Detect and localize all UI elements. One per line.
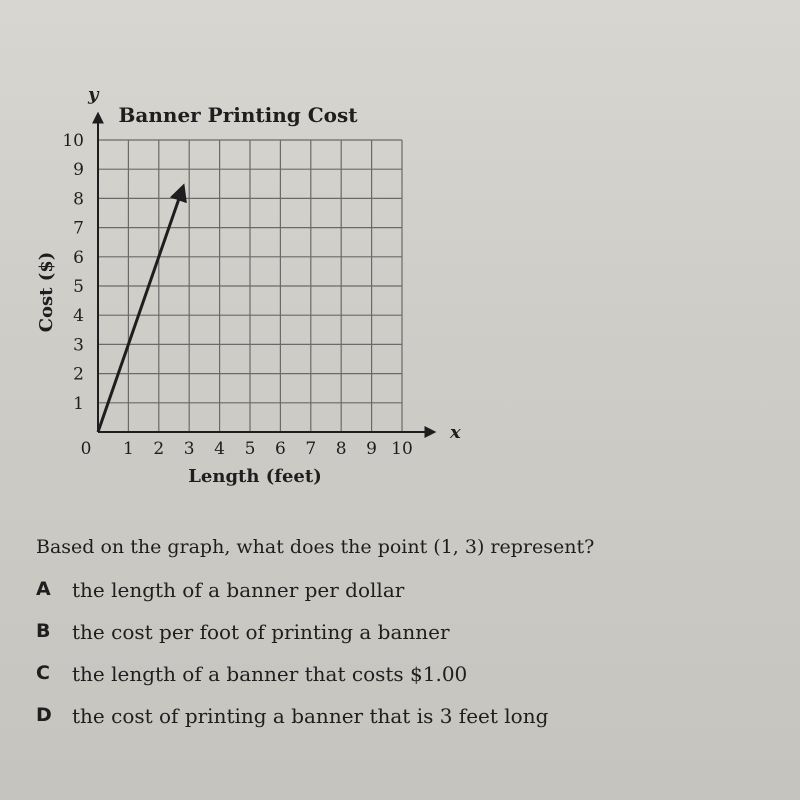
x-tick-label: 4 [214,439,226,459]
y-tick-label: 2 [73,364,84,385]
x-axis-label: Length (feet) [188,466,322,487]
series-line-0 [98,187,183,432]
x-tick-label: 7 [305,439,317,459]
chart-grid [98,140,402,432]
y-tick-label: 9 [73,160,84,181]
x-tick-label: 6 [274,439,286,459]
question-prompt: Based on the graph, what does the point (1, 3) represent? [36,536,595,558]
y-axis-label: Cost ($) [36,251,57,333]
y-tick-label: 6 [73,247,84,268]
x-tick-label: 10 [391,439,413,459]
x-tick-label: 2 [153,439,165,459]
chart-tick-labels [62,131,412,459]
choice-d-text: the cost of printing a banner that is 3 feet long [72,704,549,728]
x-tick-label: 1 [122,439,134,459]
x-tick-label: 3 [183,439,195,459]
choice-b-text: the cost per foot of printing a banner [72,620,450,644]
x-tick-label: 5 [244,439,256,459]
banner-cost-chart [0,80,500,500]
x-tick-label: 8 [335,439,347,459]
x-axis-variable: x [450,422,461,443]
choice-d-letter: D [36,704,52,726]
choice-a-letter: A [36,578,51,600]
x-tick-label: 0 [80,439,92,459]
y-tick-label: 5 [73,277,84,297]
y-tick-label: 3 [73,335,84,356]
choice-a-text: the length of a banner per dollar [72,578,405,602]
choice-c-letter: C [36,662,50,684]
y-tick-label: 8 [73,189,84,210]
choice-c-text: the length of a banner that costs $1.00 [72,662,468,686]
choice-b-letter: B [36,620,51,642]
y-tick-label: 7 [73,218,84,239]
x-tick-label: 9 [366,439,378,459]
y-tick-label: 1 [73,393,84,414]
chart-title: Banner Printing Cost [118,103,358,127]
y-axis-variable: y [88,84,99,105]
chart-series [98,187,183,432]
chart-axes [98,114,434,432]
y-tick-label: 4 [73,306,84,327]
y-tick-label: 10 [62,131,84,151]
